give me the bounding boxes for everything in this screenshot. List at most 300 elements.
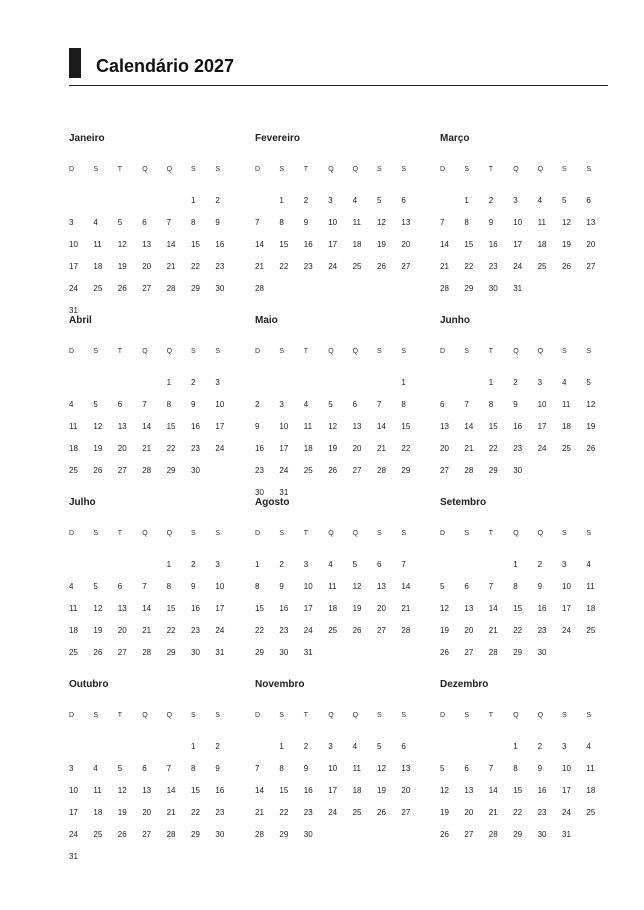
day-cell: 18 [303,444,313,453]
weekday-header: T [303,348,309,355]
day-cell: 25 [562,444,571,453]
day-cell: 1 [279,196,284,205]
day-cell: 10 [69,786,78,795]
day-cell: 26 [586,444,596,453]
day-cell: 15 [488,422,498,431]
day-cell: 8 [279,218,284,227]
day-cell: 5 [377,742,382,751]
day-cell: 27 [586,262,596,271]
weekday-header: D [69,530,75,537]
day-cell: 28 [255,284,264,293]
weekday-header: Q [142,166,148,173]
day-cell: 30 [255,488,264,497]
month-name: Dezembro [440,679,489,690]
weekday-header: S [586,712,592,719]
day-cell: 8 [279,764,284,773]
day-cell: 12 [93,422,103,431]
weekday-header: S [562,166,567,173]
weekday-header: D [440,712,446,719]
day-cell: 20 [142,808,152,817]
day-cell: 2 [303,742,309,751]
weekday-header: D [440,348,446,355]
day-cell: 9 [191,400,196,409]
weekday-header: T [488,348,494,355]
day-cell: 7 [166,764,172,773]
weekday-header-row [440,712,612,722]
weekday-header: D [255,348,261,355]
weekday-header: S [191,348,196,355]
day-cell: 26 [328,466,338,475]
day-cell: 15 [401,422,411,431]
day-cell: 17 [215,604,225,613]
day-cell: 2 [303,196,309,205]
weekday-header: S [191,530,196,537]
weekday-header: Q [328,712,334,719]
day-cell: 19 [93,626,103,635]
weekday-header-row [255,166,427,176]
day-cell: 4 [303,400,309,409]
day-cell: 22 [488,444,498,453]
day-cell: 21 [166,262,176,271]
weekday-header: Q [537,530,544,537]
day-cell: 1 [166,560,172,569]
weekday-header: T [117,712,123,719]
day-cell: 3 [279,400,284,409]
day-cell: 26 [352,626,362,635]
weekday-header: S [586,530,592,537]
day-cell: 23 [537,626,547,635]
day-cell: 23 [303,262,313,271]
day-cell: 29 [513,830,523,839]
weekday-header: Q [537,166,544,173]
month-name: Novembro [255,679,305,690]
day-cell: 29 [255,648,264,657]
weekday-header: Q [537,348,544,355]
day-cell: 9 [537,582,543,591]
day-cell: 10 [328,218,338,227]
day-cell: 31 [513,284,523,293]
weekday-header: S [279,712,285,719]
day-cell: 17 [537,422,547,431]
day-cell: 1 [279,742,284,751]
day-cell: 11 [562,400,571,409]
day-cell: 19 [117,262,127,271]
day-cell: 23 [537,808,547,817]
day-cell: 31 [562,830,571,839]
month-name: Maio [255,315,278,326]
day-cell: 15 [279,786,289,795]
day-cell: 22 [191,262,200,271]
day-cell: 4 [328,560,333,569]
day-cell: 20 [440,444,449,453]
month-name: Outubro [69,679,109,690]
day-cell: 2 [215,742,220,751]
day-cell: 30 [537,648,547,657]
day-cell: 17 [69,808,78,817]
day-cell: 4 [586,560,591,569]
day-cell: 14 [166,240,176,249]
day-cell: 24 [69,284,78,293]
day-cell: 2 [279,560,284,569]
weekday-header-row [440,348,612,358]
weekday-header: T [117,530,123,537]
day-cell: 6 [464,582,469,591]
day-cell: 17 [69,262,78,271]
day-cell: 24 [513,262,523,271]
day-cell: 24 [328,808,338,817]
day-cell: 6 [352,400,358,409]
day-cell: 13 [117,604,127,613]
weekday-header: S [279,348,285,355]
day-cell: 15 [191,240,200,249]
day-cell: 2 [215,196,220,205]
day-cell: 25 [303,466,313,475]
day-cell: 10 [215,582,225,591]
day-cell: 24 [562,808,571,817]
day-cell: 26 [93,466,103,475]
day-cell: 11 [93,786,102,795]
day-cell: 29 [166,648,176,657]
day-cell: 2 [255,400,260,409]
day-cell: 2 [488,196,494,205]
weekday-header: S [401,166,407,173]
day-cell: 18 [562,422,571,431]
day-cell: 30 [537,830,547,839]
day-cell: 27 [142,830,152,839]
weekday-header: D [69,712,75,719]
day-cell: 23 [215,808,225,817]
weekday-header: D [440,166,446,173]
weekday-header: S [215,348,221,355]
day-cell: 14 [401,582,411,591]
day-cell: 22 [464,262,474,271]
weekday-header: S [562,348,567,355]
day-cell: 26 [377,808,386,817]
day-cell: 12 [440,604,449,613]
day-cell: 14 [142,604,152,613]
day-cell: 8 [166,582,172,591]
day-cell: 20 [464,626,474,635]
day-cell: 23 [513,444,523,453]
day-cell: 13 [464,604,474,613]
weekday-header: S [562,530,567,537]
day-cell: 17 [303,604,313,613]
weekday-header-row [69,166,241,176]
day-cell: 11 [303,422,313,431]
weekday-header: D [440,530,446,537]
day-cell: 27 [117,648,127,657]
weekday-header: T [117,166,123,173]
weekday-header: Q [537,712,544,719]
day-cell: 27 [117,466,127,475]
month-name: Fevereiro [255,133,301,144]
day-cell: 20 [401,786,411,795]
day-cell: 5 [440,582,445,591]
day-cell: 3 [328,742,333,751]
day-cell: 22 [401,444,411,453]
day-cell: 24 [328,262,338,271]
weekday-header: S [93,712,99,719]
weekday-header: D [255,166,261,173]
day-cell: 21 [255,262,264,271]
day-cell: 17 [562,604,571,613]
weekday-header: Q [166,712,173,719]
day-cell: 8 [513,582,518,591]
day-cell: 25 [537,262,547,271]
weekday-header: S [93,530,99,537]
day-cell: 14 [142,422,152,431]
day-cell: 15 [255,604,264,613]
day-cell: 25 [69,648,78,657]
day-cell: 8 [255,582,260,591]
weekday-header: D [255,712,261,719]
day-cell: 28 [488,648,498,657]
day-cell: 29 [401,466,411,475]
day-cell: 12 [352,582,362,591]
day-cell: 20 [117,444,127,453]
day-cell: 19 [377,240,386,249]
weekday-header: S [401,712,407,719]
weekday-header: S [464,530,470,537]
day-cell: 28 [377,466,386,475]
weekday-header: S [377,166,382,173]
day-cell: 9 [215,764,220,773]
day-cell: 31 [69,852,78,861]
day-cell: 31 [69,306,78,315]
day-cell: 29 [166,466,176,475]
day-cell: 7 [142,400,147,409]
day-cell: 4 [537,196,543,205]
weekday-header: T [488,166,494,173]
month-name: Abril [69,315,92,326]
weekday-header: S [377,348,382,355]
day-cell: 17 [513,240,523,249]
day-cell: 22 [166,444,176,453]
day-cell: 7 [166,218,172,227]
day-cell: 4 [93,764,98,773]
day-cell: 14 [255,786,264,795]
day-cell: 30 [215,284,225,293]
weekday-header: Q [328,530,334,537]
weekday-header-row [255,348,427,358]
day-cell: 17 [215,422,225,431]
day-cell: 5 [562,196,567,205]
day-cell: 19 [377,786,386,795]
weekday-header: Q [513,348,519,355]
day-cell: 28 [142,466,152,475]
day-cell: 30 [303,830,313,839]
day-cell: 9 [215,218,220,227]
day-cell: 25 [586,626,596,635]
day-cell: 29 [191,830,200,839]
weekday-header: S [215,712,221,719]
header-divider [69,85,608,86]
day-cell: 20 [142,262,152,271]
weekday-header: S [215,530,221,537]
day-cell: 12 [117,786,127,795]
day-cell: 28 [401,626,411,635]
day-cell: 31 [215,648,225,657]
day-cell: 29 [191,284,200,293]
day-cell: 30 [513,466,523,475]
weekday-header: T [303,166,309,173]
day-cell: 11 [328,582,337,591]
day-cell: 18 [93,808,103,817]
day-cell: 5 [328,400,333,409]
day-cell: 11 [352,218,361,227]
day-cell: 25 [93,830,103,839]
day-cell: 27 [401,808,411,817]
day-cell: 11 [586,582,595,591]
day-cell: 8 [191,764,196,773]
weekday-header-row [255,712,427,722]
day-cell: 7 [488,582,494,591]
day-cell: 24 [69,830,78,839]
day-cell: 28 [166,284,176,293]
day-cell: 17 [562,786,571,795]
day-cell: 22 [255,626,264,635]
day-cell: 7 [440,218,445,227]
day-cell: 30 [279,648,289,657]
day-cell: 21 [142,444,152,453]
day-cell: 29 [488,466,498,475]
day-cell: 22 [279,262,289,271]
day-cell: 7 [488,764,494,773]
day-cell: 27 [142,284,152,293]
day-cell: 7 [255,218,260,227]
weekday-header: Q [328,348,334,355]
day-cell: 26 [117,284,127,293]
weekday-header-row [69,348,241,358]
day-cell: 3 [69,218,74,227]
day-cell: 24 [562,626,571,635]
day-cell: 6 [586,196,591,205]
weekday-header: T [488,712,494,719]
day-cell: 19 [117,808,127,817]
weekday-header: S [93,348,99,355]
day-cell: 27 [464,830,474,839]
day-cell: 8 [401,400,406,409]
day-cell: 11 [69,604,78,613]
day-cell: 14 [464,422,474,431]
weekday-header: D [69,166,75,173]
day-cell: 14 [377,422,386,431]
day-cell: 19 [440,808,449,817]
day-cell: 15 [166,422,176,431]
day-cell: 15 [191,786,200,795]
day-cell: 30 [488,284,498,293]
weekday-header: T [303,712,309,719]
day-cell: 25 [93,284,103,293]
weekday-header: S [464,348,470,355]
day-cell: 6 [142,764,147,773]
day-cell: 4 [352,742,358,751]
day-cell: 7 [401,560,406,569]
day-cell: 7 [464,400,469,409]
day-cell: 20 [117,626,127,635]
day-cell: 21 [488,626,498,635]
day-cell: 6 [142,218,147,227]
weekday-header: S [279,530,285,537]
day-cell: 16 [303,240,313,249]
day-cell: 18 [328,604,338,613]
weekday-header: Q [352,712,359,719]
weekday-header: Q [352,348,359,355]
day-cell: 12 [440,786,449,795]
day-cell: 13 [401,764,411,773]
weekday-header: Q [142,348,148,355]
weekday-header: D [255,530,261,537]
weekday-header: S [191,712,196,719]
day-cell: 16 [215,786,225,795]
day-cell: 13 [464,786,474,795]
day-cell: 16 [488,240,498,249]
day-cell: 9 [303,764,309,773]
day-cell: 12 [328,422,338,431]
day-cell: 23 [279,626,289,635]
day-cell: 27 [377,626,386,635]
day-cell: 21 [488,808,498,817]
day-cell: 9 [537,764,543,773]
day-cell: 8 [166,400,172,409]
day-cell: 5 [377,196,382,205]
day-cell: 3 [215,378,220,387]
day-cell: 12 [377,218,386,227]
day-cell: 1 [166,378,172,387]
weekday-header-row [255,530,427,540]
weekday-header: S [191,166,196,173]
weekday-header: Q [513,712,519,719]
day-cell: 3 [562,560,567,569]
day-cell: 28 [464,466,474,475]
weekday-header: Q [166,530,173,537]
day-cell: 21 [401,604,411,613]
weekday-header: S [586,348,592,355]
day-cell: 19 [328,444,338,453]
page-header [69,48,609,86]
day-cell: 1 [464,196,469,205]
day-cell: 16 [537,786,547,795]
day-cell: 19 [586,422,596,431]
day-cell: 19 [440,626,449,635]
day-cell: 21 [440,262,449,271]
day-cell: 29 [513,648,523,657]
day-cell: 13 [440,422,449,431]
day-cell: 22 [191,808,200,817]
day-cell: 15 [513,786,523,795]
weekday-header-row [69,530,241,540]
day-cell: 21 [464,444,474,453]
day-cell: 29 [279,830,289,839]
day-cell: 28 [166,830,176,839]
day-cell: 5 [352,560,358,569]
day-cell: 22 [513,808,523,817]
weekday-header: S [464,166,470,173]
day-cell: 26 [377,262,386,271]
day-cell: 9 [488,218,494,227]
page-title: Calendário 2027 [96,56,235,76]
day-cell: 9 [279,582,284,591]
day-cell: 7 [142,582,147,591]
day-cell: 19 [352,604,362,613]
day-cell: 17 [328,786,338,795]
day-cell: 14 [255,240,264,249]
day-cell: 4 [352,196,358,205]
day-cell: 28 [255,830,264,839]
month-name: Março [440,133,470,144]
day-cell: 21 [166,808,176,817]
day-cell: 1 [513,560,518,569]
